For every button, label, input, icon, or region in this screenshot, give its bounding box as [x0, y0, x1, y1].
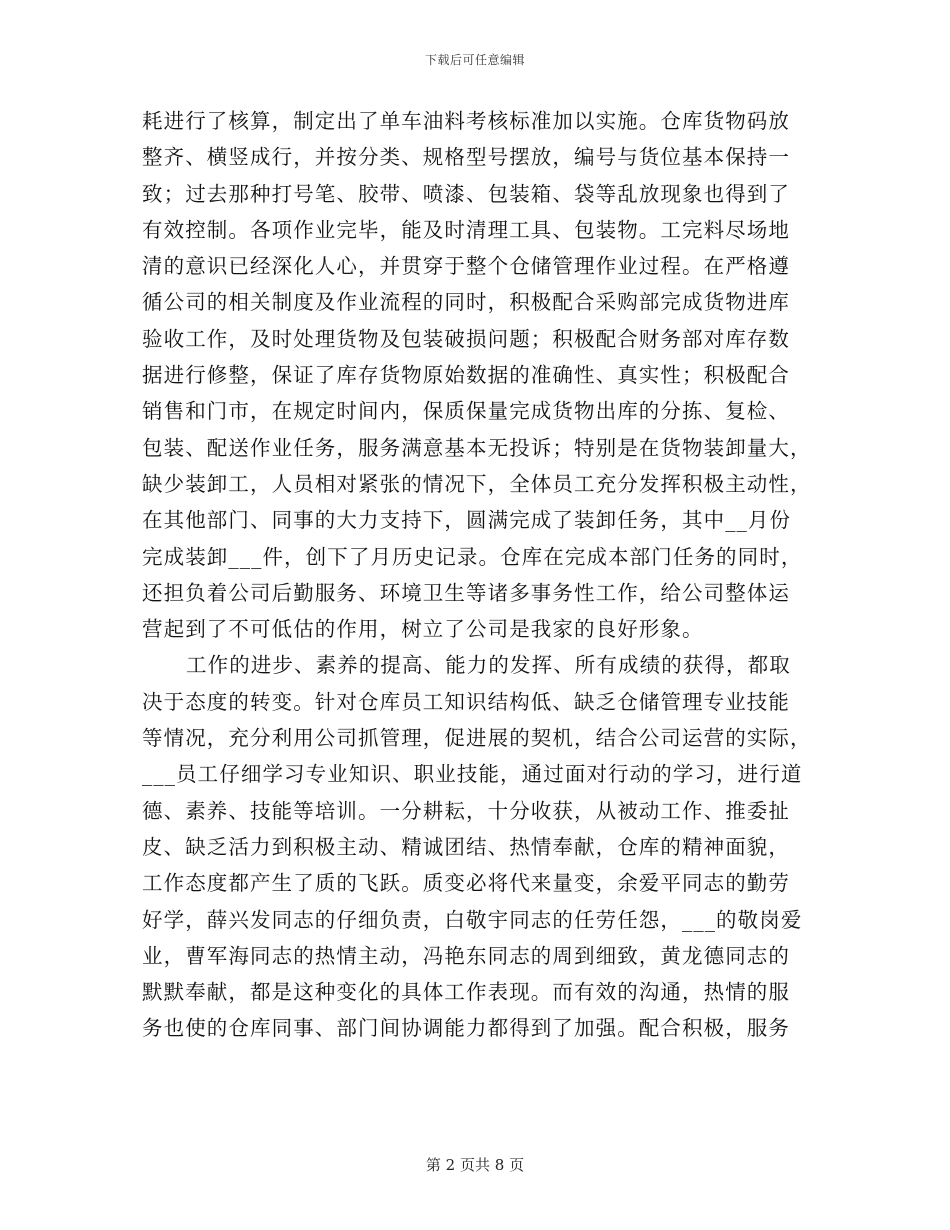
text-line: 还担负着公司后勤服务、环境卫生等诸多事务性工作，给公司整体运 [142, 580, 790, 605]
text-line: 完成装卸___件，创下了月历史记录。仓库在完成本部门任务的同时， [142, 544, 803, 569]
text-line: 清的意识已经深化人心，并贯穿于整个仓储管理作业过程。在严格遵 [142, 254, 790, 279]
text-line: 在其他部门、同事的大力支持下，圆满完成了装卸任务，其中__月份 [142, 508, 792, 533]
text-line: ___员工仔细学习专业知识、职业技能，通过面对行动的学习，进行道 [142, 762, 803, 787]
page-footer: 第 2 页共 8 页 [425, 1156, 525, 1174]
text-line: 德、素养、技能等培训。一分耕耘，十分收获，从被动工作、推委扯 [142, 798, 790, 823]
text-line: 致；过去那种打号笔、胶带、喷漆、包装箱、袋等乱放现象也得到了 [142, 181, 790, 206]
body-text [142, 103, 812, 1047]
text-line: 整齐、横竖成行，并按分类、规格型号摆放，编号与货位基本保持一 [142, 145, 790, 170]
text-line: 决于态度的转变。针对仓库员工知识结构低、缺乏仓储管理专业技能 [142, 689, 790, 714]
text-line: 等情况，充分利用公司抓管理，促进展的契机，结合公司运营的实际， [142, 726, 812, 751]
text-line: 循公司的相关制度及作业流程的同时，积极配合采购部完成货物进库 [142, 290, 790, 315]
text-line: 务也使的仓库同事、部门间协调能力都得到了加强。配合积极，服务 [142, 1016, 790, 1041]
text-line: 耗进行了核算，制定出了单车油料考核标准加以实施。仓库货物码放 [142, 109, 790, 133]
text-line: 销售和门市，在规定时间内，保质保量完成货物出库的分拣、复检、 [142, 399, 790, 424]
text-line: 皮、缺乏活力到积极主动、精诚团结、热情奉献，仓库的精神面貌， [142, 834, 790, 859]
text-line: 营起到了不可低估的作用，树立了公司是我家的良好形象。 [142, 617, 704, 642]
text-line: 业，曹军海同志的热情主动，冯艳东同志的周到细致，黄龙德同志的 [142, 943, 790, 968]
text-line: 验收工作，及时处理货物及包装破损问题；积极配合财务部对库存数 [142, 326, 790, 351]
text-line: 工作态度都产生了质的飞跃。质变必将代来量变，余爱平同志的勤劳 [142, 871, 790, 896]
page-header: 下载后可任意编辑 [424, 53, 525, 67]
text-line: 缺少装卸工，人员相对紧张的情况下，全体员工充分发挥积极主动性， [142, 471, 812, 496]
text-line: 默默奉献，都是这种变化的具体工作表现。而有效的沟通，热情的服 [142, 980, 790, 1005]
paragraph-start-line: 工作的进步、素养的提高、能力的发挥、所有成绩的获得，都取 [186, 653, 791, 678]
text-line: 包装、配送作业任务，服务满意基本无投诉；特别是在货物装卸量大， [142, 435, 812, 460]
text-line: 有效控制。各项作业完毕，能及时清理工具、包装物。工完料尽场地 [142, 217, 790, 242]
text-line: 据进行修整，保证了库存货物原始数据的准确性、真实性；积极配合 [142, 363, 790, 388]
text-line: 好学，薛兴发同志的仔细负责，白敬宇同志的任劳任怨，___的敬岗爱 [142, 907, 803, 932]
